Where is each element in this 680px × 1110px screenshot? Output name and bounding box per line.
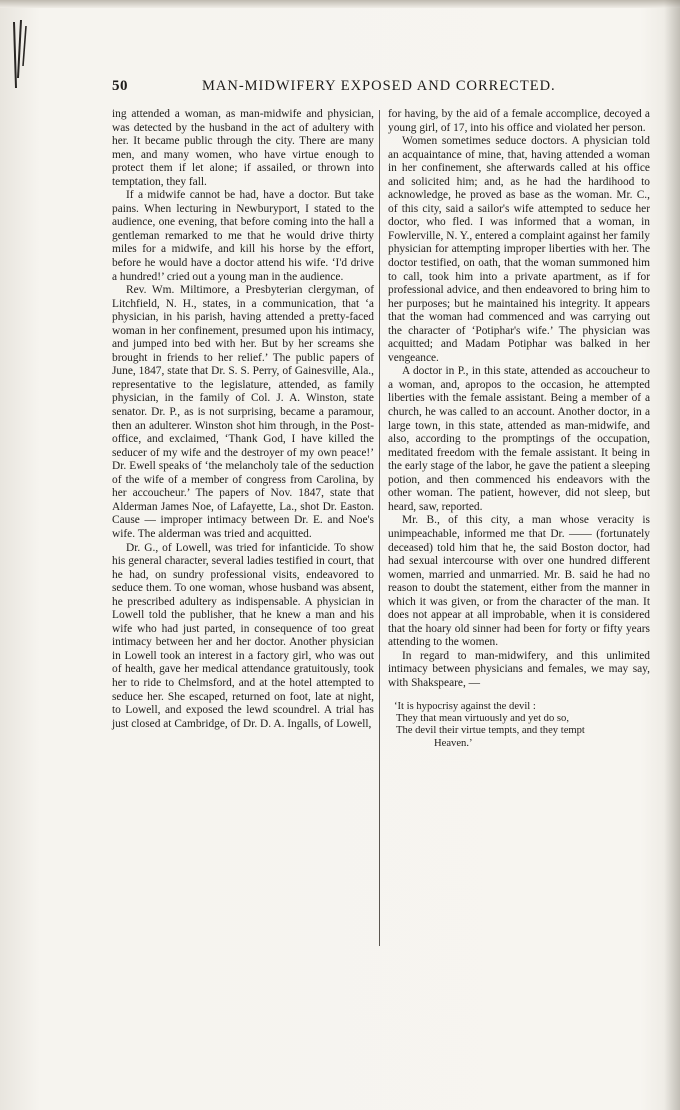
paragraph: ing attended a woman, as man-midwife and physician, was detected by the husband in the act of adultery with her. It became public through the city. There are many men, and many women, who have virtue enough to protect them if let alone; if assailed, or thrown into temptation, they fall. [112, 108, 374, 188]
quote-line: The devil their virtue tempts, and they tempt [396, 725, 585, 737]
running-head: MAN-MIDWIFERY EXPOSED AND CORRECTED. [202, 78, 556, 94]
paragraph: In regard to man-midwifery, and this unlimited intimacy between physicians and females, we may say, with Shakspeare, — [388, 649, 650, 689]
right-column [388, 108, 650, 750]
paragraph: A doctor in P., in this state, attended as accoucheur to a woman, and, apropos to the occasion, he attempted liberties with the female assistant. Being a member of a church, he was called to an account. Another doctor, in a large town, in this state, attended as man-midwife, and also, according to the promptings of the occupation, meditated freedom with the female assistant. It being in the early stage of the labor, he gave the patient a sleeping potion, and then commenced his endeavors with the other woman. The patient, however, did not sleep, but heard, saw, reported. [388, 365, 650, 513]
paragraph: Rev. Wm. Miltimore, a Presbyterian clergyman, of Litchfield, N. H., states, in a communication, that ‘a physician, in his parish, having attended a pretty-faced woman in her confinement, presumed upon his intimacy, and jumped into bed with her. But by her screams she brought in friends to her relief.’ The public papers of June, 1847, state that Dr. S. S. Perry, of Gainesville, Ala., representative to the legislature, attended, as family physician, in the family of Col. J. A. Winston, state senator. Dr. P., as is not surprising, became a paramour, then an adulterer. Winston shot him through, in the Post-office, and exclaimed, ‘Thank God, I have killed the seducer of my wife and the destroyer of my own peace!’ Dr. Ewell speaks of ‘the melancholy tale of the seduction of the wife of a member of congress from Carolina, by her accoucheur.’ The papers of Nov. 1847, state that Alderman James Noe, of Lafayette, La., shot Dr. Easton. Cause — improper intimacy between Dr. E. and Noe's wife. The alderman was tried and acquitted. [112, 284, 374, 540]
scan-top-edge [0, 0, 680, 8]
paragraph: for having, by the aid of a female accomplice, decoyed a young girl, of 17, into his office and violated her person. [388, 108, 650, 134]
quote-line: Heaven.’ [434, 737, 473, 749]
paragraph: Women sometimes seduce doctors. A physician told an acquaintance of mine, that, having attended a woman in her confinement, she afterwards called at his office and solicited him; and, as he had the hardihood to acknowledge, he proved as base as the woman. Mr. C., of this city, said a sailor's wife attempted to seduce her doctor, who fled. I was informed that a woman, in Fowlerville, N. Y., entered a complaint against her family physician for attempting improper liberties with her. The doctor testified, on oath, that the woman summoned him to call, took him into a private apartment, as if for professional advice, and then endeavored to bring him to her purposes; but he maintained his integrity. It appears that the woman had commenced and was carrying out the character of ‘Potiphar's wife.’ The physician was acquitted; and Madam Potiphar was balked in her vengeance. [388, 135, 650, 364]
page-number: 50 [112, 78, 128, 94]
paragraph: If a midwife cannot be had, have a doctor. But take pains. When lecturing in Newburyport, I stated to the audience, one evening, that before coming into the hall a gentleman remarked to me that he would drive thirty miles for a midwife, and kill his horse by the effort, before he would have a doctor attend his wife. ‘I'd drive a hundred!’ cried out a young man in the audience. [112, 189, 374, 283]
quote-line: They that mean virtuously and yet do so, [396, 712, 569, 724]
paragraph: Mr. B., of this city, a man whose veracity is unimpeachable, informed me that Dr. —— (fortunately deceased) told him that he, the said Boston doctor, had had sexual intercourse with over one hundred different women, married and unmarried. Mr. B. said he had no reason to doubt the statement, either from the manner in which it was given, or from the character of the man. It does not appear at all improbable, when it is considered that the hoary old sinner had been for forty or fifty years attending to the women. [388, 514, 650, 649]
quote-line: ‘It is hypocrisy against the devil : [394, 700, 536, 712]
scan-right-edge [664, 0, 680, 1110]
page-header [112, 78, 652, 100]
pencil-margin-mark [6, 18, 36, 98]
shakespeare-quote [388, 701, 650, 751]
left-column [112, 108, 374, 731]
paragraph: Dr. G., of Lowell, was tried for infanticide. To show his general character, several ladies testified in court, that he had, on sundry professional visits, endeavored to seduce them. To one woman, whose husband was absent, he prescribed adultery as indispensable. A physician in Lowell told the publisher, that he knew a man and his wife who had just parted, in consequence of too great intimacy between her and her doctor. Another physician in Lowell took an interest in a factory girl, who was out of health, gave her medical attendance gratuitously, took her to ride to Chelmsford, and at the hotel attempted to seduce her. She escaped, returned on foot, late at night, to Lowell, and exposed the lewd scoundrel. A trial has just closed at Cambridge, of Dr. D. A. Ingalls, of Lowell, [112, 541, 374, 730]
column-divider [379, 110, 380, 946]
